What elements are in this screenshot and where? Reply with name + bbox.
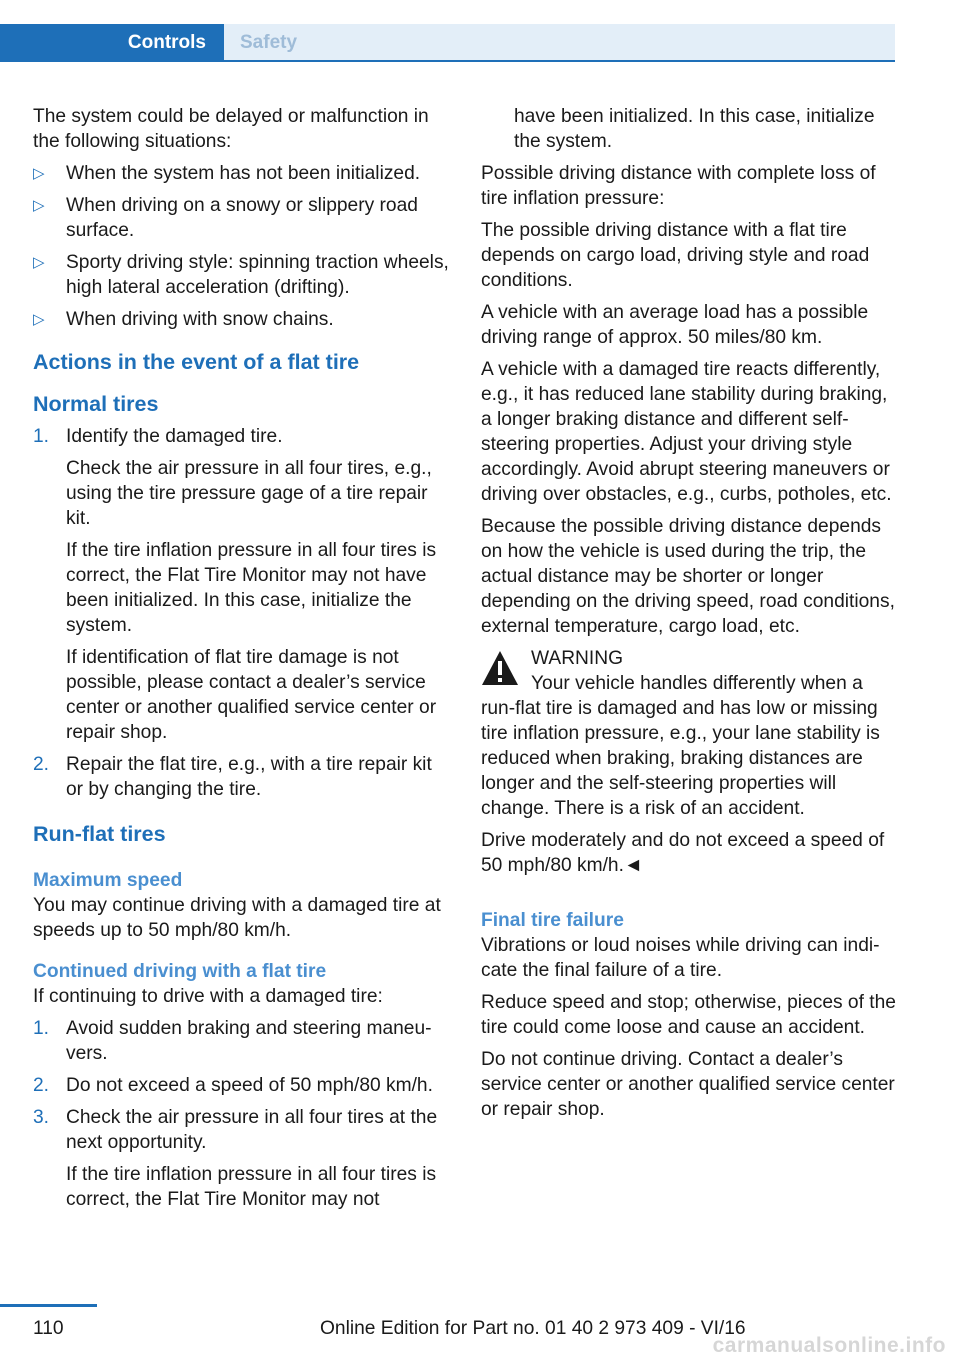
numbered-step: 3. Check the air pressure in all four tires at the next opportunity. xyxy=(33,1107,438,1153)
paragraph: Reduce speed and stop; otherwise, pieces of the tire could come loose and cause an accident. xyxy=(481,992,896,1038)
step-detail: If the tire inflation pressure in all four tires is correct, the Flat Tire Monitor may not have been initialized. In this case, initialize the system. xyxy=(66,540,437,636)
triangle-bullet-icon: ▷ xyxy=(33,165,45,182)
watermark: carmanualsonline.info xyxy=(712,1334,946,1357)
section-heading-actions: Actions in the event of a flat tire xyxy=(33,350,360,374)
triangle-bullet-icon: ▷ xyxy=(33,254,45,271)
paragraph: Vibrations or loud noises while driving can indicate the final failure of a tire. xyxy=(481,935,880,981)
triangle-bullet-icon: ▷ xyxy=(33,311,45,328)
paragraph: Possible driving distance with complete loss of tire inflation pressure: xyxy=(481,163,876,209)
list-item: ▷ When the system has not been initialized. xyxy=(33,163,421,184)
footer-divider xyxy=(0,1304,97,1307)
paragraph: A vehicle with an average load has a possible driving range of approx. 50 miles/80 km. xyxy=(481,302,869,348)
paragraph: Because the possible driving distance depends on how the vehicle is used during the trip, the actual distance may be shorter or longer depending on the driving speed, road conditions, external temperature, cargo load, etc. xyxy=(481,516,895,637)
step-detail: Check the air pressure in all four tires, e.g., using the tire pressure gage of a tire repair kit. xyxy=(66,458,432,529)
warning-triangle-icon xyxy=(481,650,519,686)
warning-end-text: Drive moderately and do not exceed a speed of 50 mph/80 km/h.◄ xyxy=(481,830,885,876)
paragraph: The possible driving distance with a flat tire depends on cargo load, driving style and road conditions. xyxy=(481,220,870,291)
continued-text: have been initialized. In this case, initialize the system. xyxy=(514,106,875,152)
numbered-step: 1. Avoid sudden braking and steering maneuvers. xyxy=(33,1018,432,1064)
warning-title: WARNING xyxy=(531,648,624,669)
warning-text: Your vehicle handles differently when a run-flat tire is damaged and has low or missing tire inflation pressure, e.g., your lane stability is reduced when braking, braking distances are longer and the self-steering properties will change. There is a risk of an accident. xyxy=(481,673,880,819)
page-number: 110 xyxy=(33,1318,64,1339)
header-divider xyxy=(0,60,895,62)
subheading-maximum-speed: Maximum speed xyxy=(33,870,183,891)
tab-safety[interactable]: Safety xyxy=(224,24,895,62)
step-detail: If identification of flat tire damage is not possible, please contact a dealer’s service center or another qualified service center or repair shop. xyxy=(66,647,437,743)
numbered-step: 2. Do not exceed a speed of 50 mph/80 km/h. xyxy=(33,1075,433,1096)
header-tabs xyxy=(0,24,895,62)
numbered-step: 2. Repair the flat tire, e.g., with a tire repair kit or by changing the tire. xyxy=(33,754,432,800)
right-column xyxy=(481,104,897,1129)
subheading-continued-driving: Continued driving with a flat tire xyxy=(33,961,327,982)
section-heading-normal-tires: Normal tires xyxy=(33,392,159,416)
step-detail: If the tire inflation pressure in all four tires is correct, the Flat Tire Monitor may not xyxy=(66,1164,437,1210)
left-column xyxy=(33,104,449,1219)
tab-controls[interactable]: Controls xyxy=(0,24,224,62)
edition-text: Online Edition for Part no. 01 40 2 973 409 - VI/16 xyxy=(320,1318,746,1339)
warning-box xyxy=(481,646,897,671)
section-heading-run-flat: Run-flat tires xyxy=(33,822,166,846)
list-item: ▷ Sporty driving style: spinning traction wheels, high lateral acceleration (drifting). xyxy=(33,252,449,298)
maximum-speed-text: You may continue driving with a damaged tire at speeds up to 50 mph/80 km/h. xyxy=(33,895,441,941)
subheading-final-tire-failure: Final tire failure xyxy=(481,910,624,931)
paragraph: Do not continue driving. Contact a dealer’s service center or another qualified service center or repair shop. xyxy=(481,1049,895,1120)
triangle-bullet-icon: ▷ xyxy=(33,197,45,214)
numbered-step: 1. Identify the damaged tire. xyxy=(33,426,283,447)
paragraph: A vehicle with a damaged tire reacts differently, e.g., it has reduced lane stability during braking, a longer braking distance and different self-steering properties. Adjust your driving style accordingly. Avoid abrupt steering maneuvers or driving over obstacles, e.g., curbs, potholes, etc. xyxy=(481,359,892,505)
continued-intro-text: If continuing to drive with a damaged tire: xyxy=(33,986,383,1007)
list-item: ▷ When driving with snow chains. xyxy=(33,309,334,330)
intro-text: The system could be delayed or malfunction in the following situations: xyxy=(33,106,429,152)
list-item: ▷ When driving on a snowy or slippery road surface. xyxy=(33,195,418,241)
